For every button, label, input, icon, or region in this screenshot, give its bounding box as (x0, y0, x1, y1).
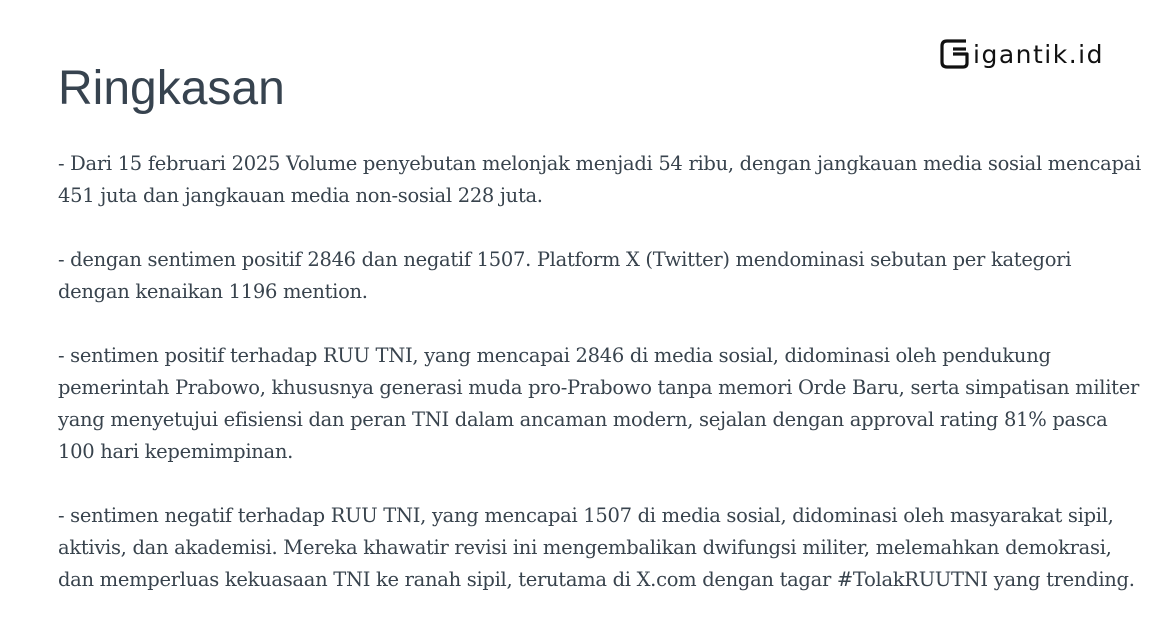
summary-paragraph: - dengan sentimen positif 2846 dan negatif 1507. Platform X (Twitter) mendominasi sebutan per kategori dengan kenaikan 1196 mention. (58, 248, 1072, 303)
summary-content (58, 148, 1148, 628)
summary-paragraph: - sentimen positif terhadap RUU TNI, yang mencapai 2846 di media sosial, didominasi oleh pendukung pemerintah Prabowo, khususnya generasi muda pro-Prabowo tanpa memori Orde Baru, serta simpatisan militer yang menyetujui efisiensi dan peran TNI dalam ancaman modern, sejalan dengan approval rating 81% pasca 100 hari kepemimpinan. (58, 344, 1139, 463)
page-title: Ringkasan (58, 62, 285, 115)
summary-paragraph: - sentimen negatif terhadap RUU TNI, yang mencapai 1507 di media sosial, didominasi oleh masyarakat sipil, aktivis, dan akademisi. Mereka khawatir revisi ini mengembalikan dwifungsi militer, melemahkan demokrasi, dan memperluas kekuasaan TNI ke ranah sipil, terutama di X.com dengan tagar #TolakRUUTNI yang trending. (58, 504, 1135, 591)
summary-paragraph: - Dari 15 februari 2025 Volume penyebutan melonjak menjadi 54 ribu, dengan jangkauan media sosial mencapai 451 juta dan jangkauan media non-sosial 228 juta. (58, 152, 1141, 207)
gigantik-g-icon (938, 36, 972, 72)
brand-logo (938, 34, 1104, 74)
brand-logo-text: igantik.id (973, 39, 1104, 69)
